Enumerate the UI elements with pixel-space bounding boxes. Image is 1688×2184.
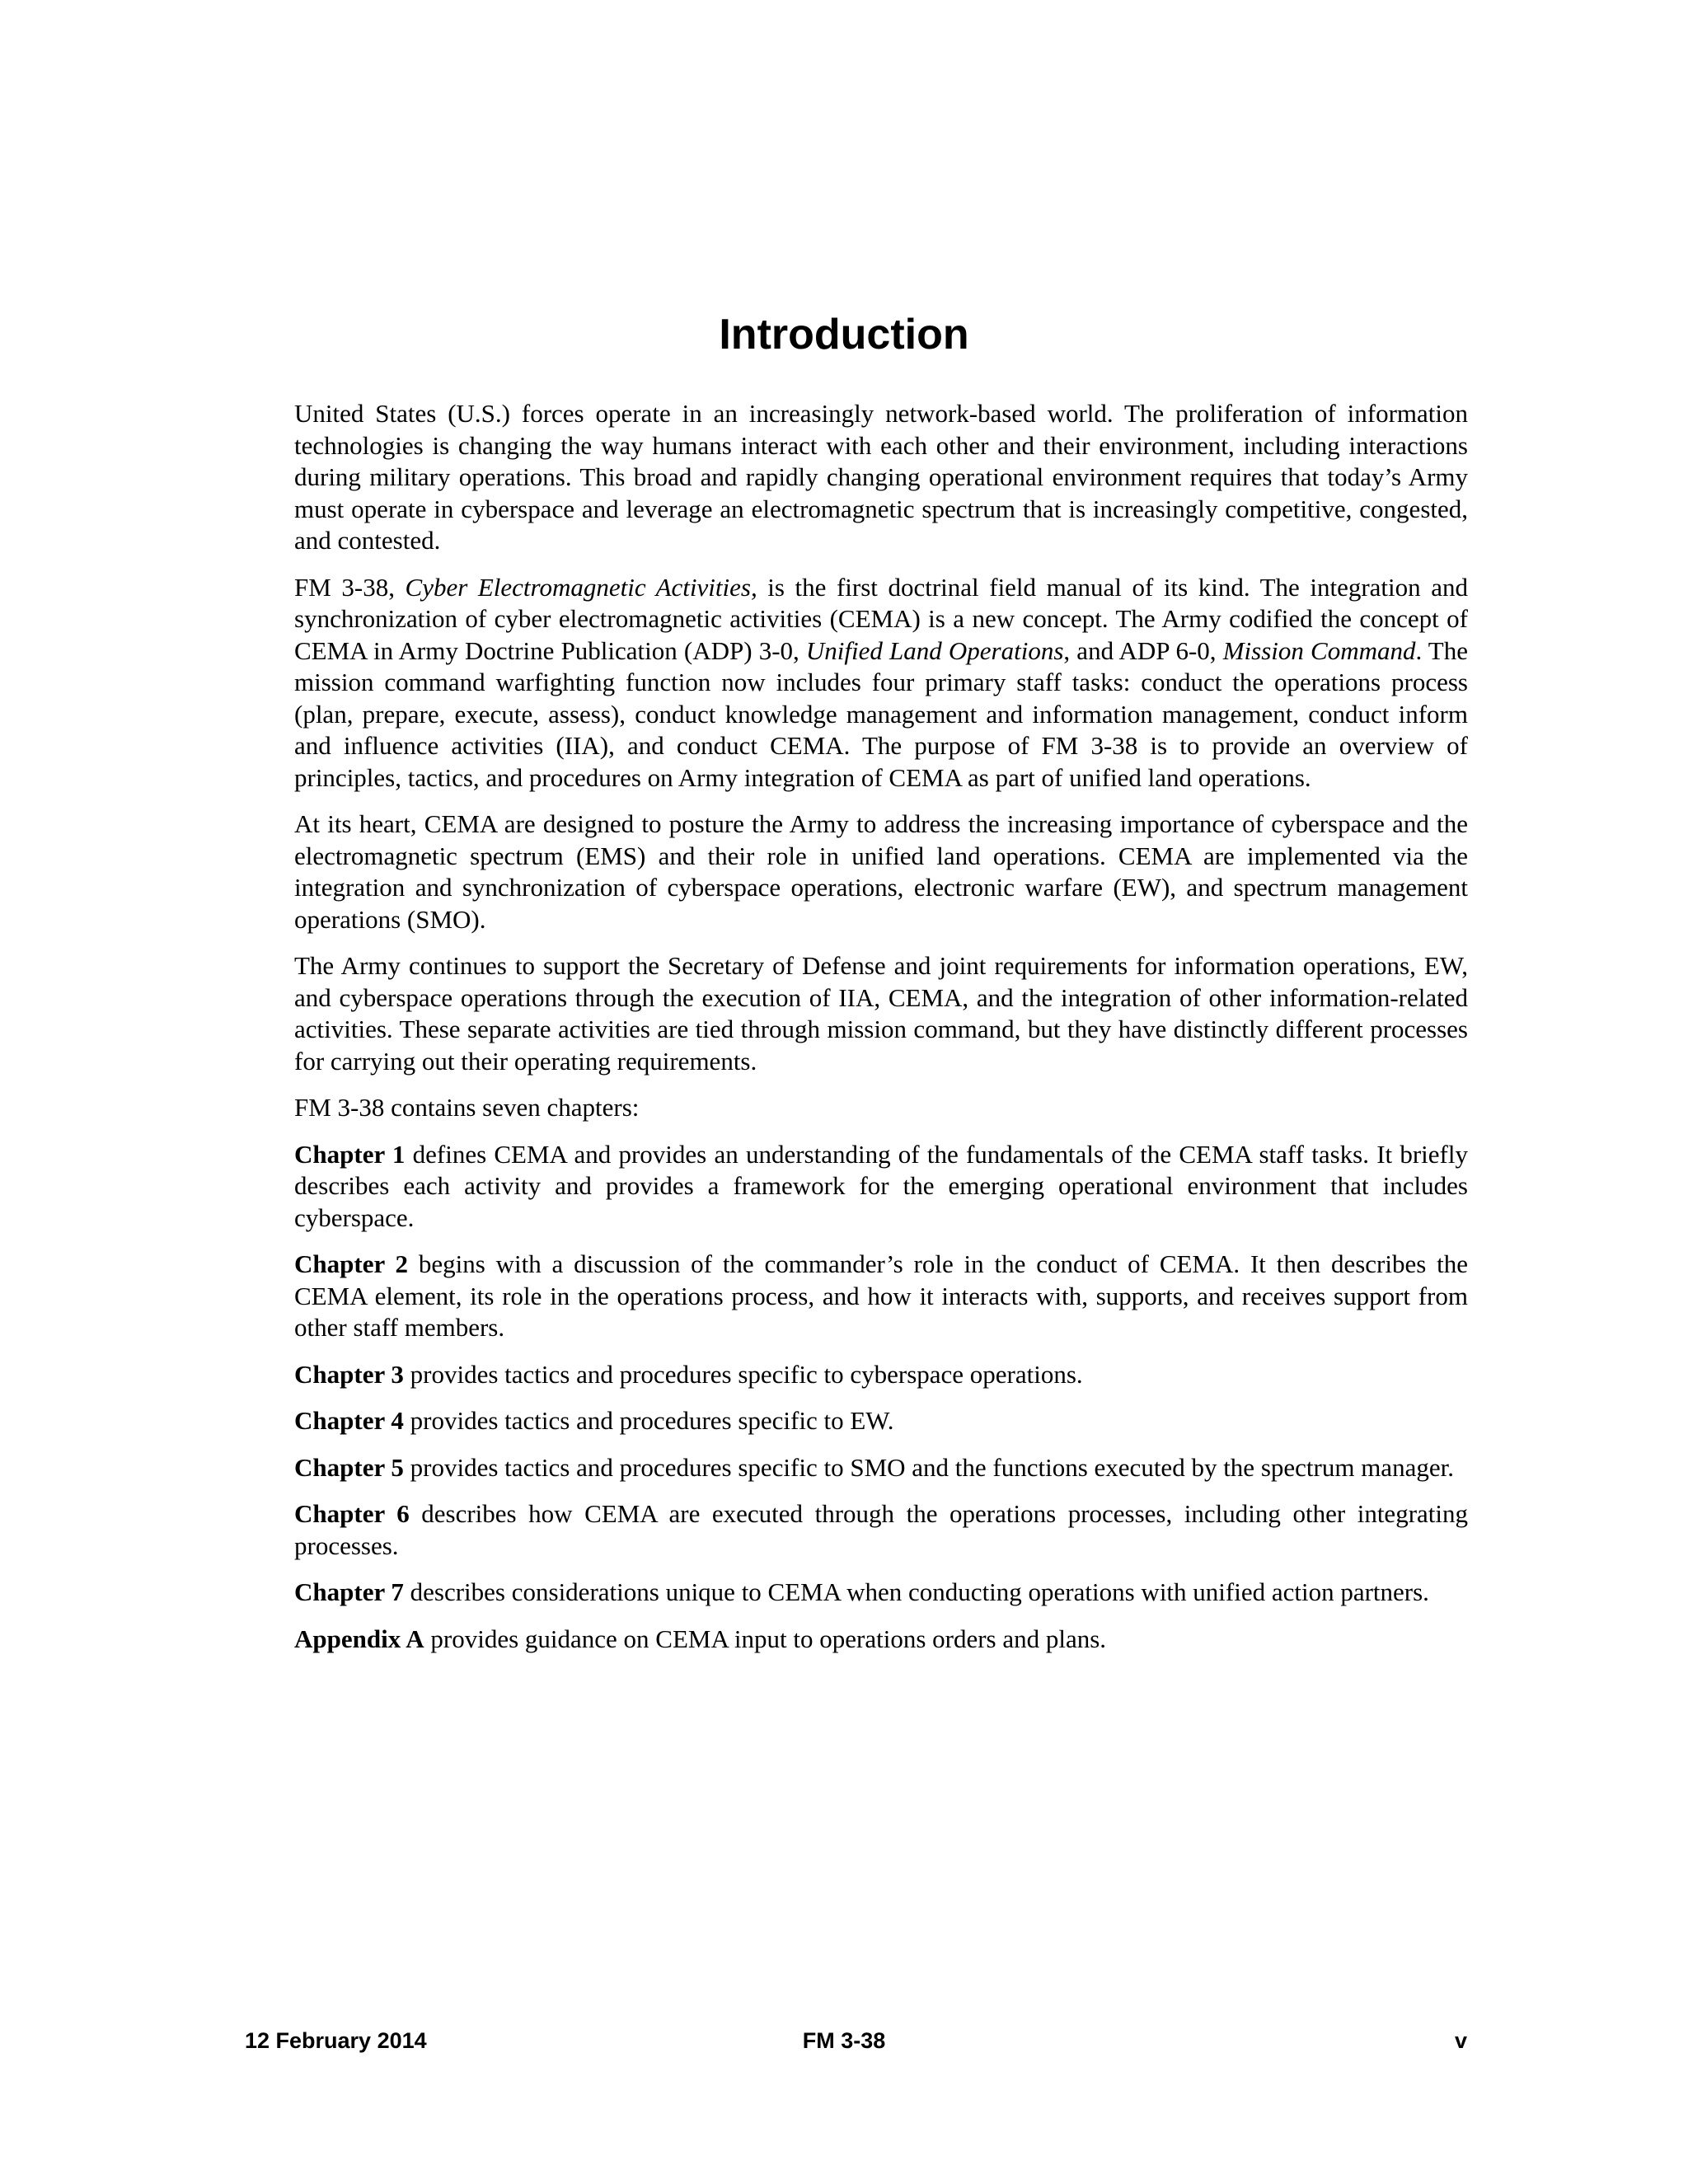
chapter-label: Chapter 4 <box>294 1406 404 1435</box>
page-title: Introduction <box>719 311 969 359</box>
chapter-item <box>294 1139 1468 1235</box>
paragraph-1: United States (U.S.) forces operate in an increasingly network-based world. The proliferation of information technologies is changing the way humans interact with each other and their environment, including interactions during military operations. This broad and rapidly changing operational environment requires that today’s Army must operate in cyberspace and leverage an electromagnetic spectrum that is increasingly competitive, congested, and contested. <box>294 399 1468 555</box>
chapter-description: describes considerations unique to CEMA when conducting operations with unified action partners. <box>403 1577 1429 1606</box>
chapter-item <box>294 1359 1468 1391</box>
chapter-description: provides tactics and procedures specific to SMO and the functions executed by the spectrum manager. <box>403 1452 1454 1482</box>
publication-title-italic: Unified Land Operations <box>805 635 1064 665</box>
body-text <box>294 398 1468 1670</box>
chapter-label: Chapter 5 <box>294 1452 404 1482</box>
chapter-description: defines CEMA and provides an understanding of the fundamentals of the CEMA staff tasks. It briefly describes each activity and provides a framework for the emerging operational environment that includes cyberspace. <box>294 1139 1468 1232</box>
chapter-label: Chapter 6 <box>294 1499 410 1528</box>
chapter-label: Chapter 7 <box>294 1577 404 1606</box>
appendix-description: provides guidance on CEMA input to operations orders and plans. <box>424 1624 1107 1653</box>
chapter-item <box>294 1249 1468 1344</box>
paragraph-4: The Army continues to support the Secretary of Defense and joint requirements for information operations, EW, and cyberspace operations through the execution of IIA, CEMA, and the integration of other information-related activities. These separate activities are tied through mission command, but they have distinctly different processes for carrying out their operating requirements. <box>294 951 1468 1076</box>
footer-publication: FM 3-38 <box>802 2028 886 2053</box>
publication-title-italic: Cyber Electromagnetic Activities, <box>405 572 757 602</box>
appendix-label: Appendix A <box>294 1624 424 1653</box>
chapter-item <box>294 1498 1468 1562</box>
paragraph-2-text: FM 3-38, <box>294 572 406 602</box>
paragraph-2 <box>294 572 1468 794</box>
chapter-description: begins with a discussion of the commander’s role in the conduct of CEMA. It then describes the CEMA element, its role in the operations process, and how it interacts with, supports, and receives support from other staff members. <box>294 1249 1469 1342</box>
chapter-label: Chapter 2 <box>294 1249 408 1278</box>
chapter-item <box>294 1405 1468 1437</box>
chapter-item <box>294 1452 1468 1484</box>
appendix-item <box>294 1624 1468 1656</box>
publication-title-italic: Mission Command <box>1222 635 1416 665</box>
footer-date: 12 February 2014 <box>245 2028 427 2053</box>
paragraph-3: At its heart, CEMA are designed to posture the Army to address the increasing importance of cyberspace and the electromagnetic spectrum (EMS) and their role in unified land operations. CEMA are implemented via the integration and synchronization of cyberspace operations, electronic warfare (EW), and spectrum management operations (SMO). <box>294 809 1468 934</box>
paragraph-5: FM 3-38 contains seven chapters: <box>294 1093 640 1122</box>
chapter-description: describes how CEMA are executed through the operations processes, including other integrating processes. <box>294 1499 1468 1560</box>
chapter-label: Chapter 1 <box>294 1139 406 1169</box>
chapter-description: provides tactics and procedures specific to EW. <box>403 1406 894 1435</box>
footer-page-number: v <box>1454 2028 1467 2053</box>
chapter-item <box>294 1577 1468 1609</box>
page-footer <box>0 2024 1688 2057</box>
paragraph-2-text: is the first doctrinal field manual of its kind. The integration and synchronization of cyber electromagnetic activities (CEMA) is a new concept. The Army codified the concept of CEMA in Army Doctrine Publication (ADP) 3-0, <box>294 572 1468 665</box>
chapter-description: provides tactics and procedures specific to cyberspace operations. <box>403 1359 1083 1389</box>
chapter-label: Chapter 3 <box>294 1359 404 1389</box>
paragraph-2-text: . The mission command warfighting function now includes four primary staff tasks: conduct the operations process (plan, prepare, execute, assess), conduct knowledge management and information management, conduct inform and influence activities (IIA), and conduct CEMA. The purpose of FM 3-38 is to provide an overview of principles, tactics, and procedures on Army integration of CEMA as part of unified land operations. <box>294 635 1468 792</box>
paragraph-2-text: , and ADP 6-0, <box>1063 635 1223 665</box>
